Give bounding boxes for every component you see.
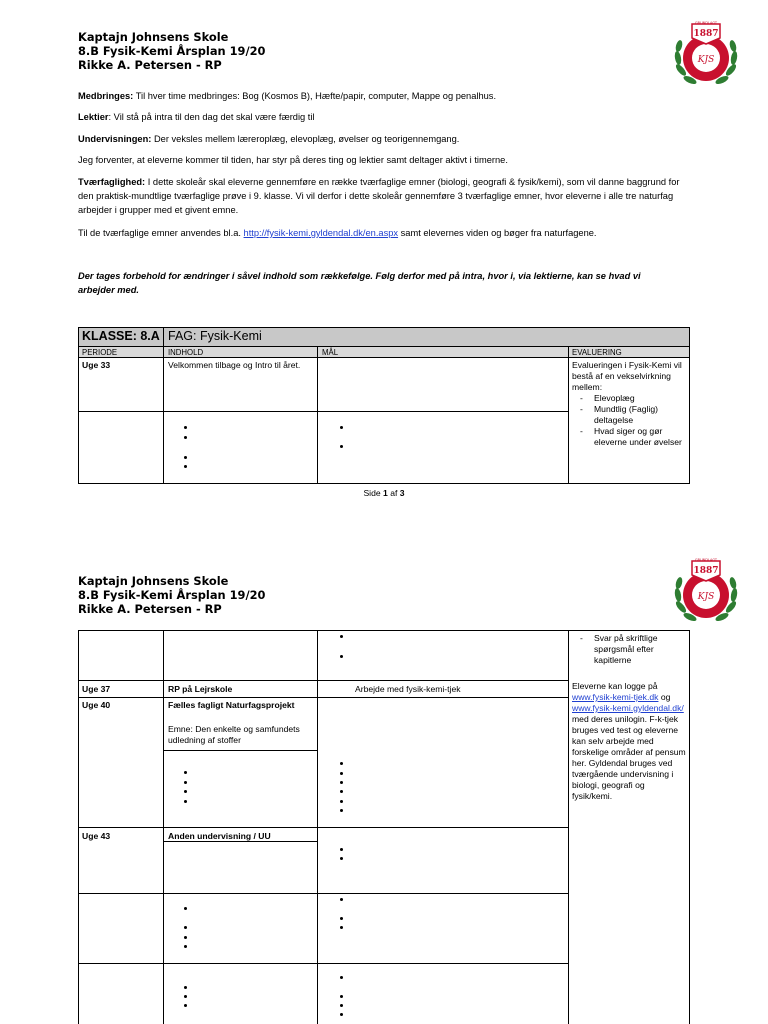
plan-title-p2: 8.B Fysik-Kemi Årsplan 19/20 bbox=[78, 588, 266, 602]
bullet bbox=[184, 995, 187, 998]
logo-year: 1887 bbox=[693, 566, 719, 576]
row-uge33-indhold: Velkommen tilbage og Intro til året. bbox=[168, 360, 301, 370]
bullet bbox=[340, 426, 343, 429]
logo-monogram: KJS bbox=[697, 55, 715, 65]
gyldendal-link-p2[interactable]: www.fysik-kemi.gyldendal.dk/ bbox=[572, 703, 684, 713]
bullet bbox=[340, 848, 343, 851]
forventer-paragraph: Jeg forventer, at eleverne kommer til tiden, har styr på deres ting og lektier samt deltager aktivt i timerne. bbox=[78, 155, 508, 165]
row-uge37-indhold: RP på Lejrskole bbox=[168, 684, 233, 694]
bullet bbox=[184, 771, 187, 774]
bullet bbox=[340, 1004, 343, 1007]
lektier-paragraph: Lektier: Vil stå på intra til den dag det skal være færdig til bbox=[78, 112, 315, 122]
row-uge40: Uge 40 bbox=[82, 700, 111, 710]
row-uge37: Uge 37 bbox=[82, 684, 111, 694]
table-klasse: KLASSE: 8.A bbox=[82, 329, 160, 343]
bullet bbox=[184, 945, 187, 948]
logo-monogram: KJS bbox=[697, 592, 715, 602]
header-periode: PERIODE bbox=[82, 348, 118, 357]
bullet bbox=[340, 655, 343, 658]
row-uge40-indhold: Fælles fagligt Naturfagsprojekt bbox=[168, 700, 295, 710]
medbringes-paragraph: Medbringes: Til hver time medbringes: Bog (Kosmos B), Hæfte/papir, computer, Mappe og penalhus. bbox=[78, 91, 497, 101]
row-uge33: Uge 33 bbox=[82, 360, 111, 370]
school-logo bbox=[670, 18, 742, 90]
bullet bbox=[340, 781, 343, 784]
header-maal: MÅL bbox=[322, 348, 339, 357]
bullet bbox=[340, 800, 343, 803]
bullet bbox=[340, 976, 343, 979]
bullet bbox=[184, 456, 187, 459]
bullet bbox=[184, 936, 187, 939]
gyldendal-link[interactable]: http://fysik-kemi.gyldendal.dk/en.aspx bbox=[243, 228, 399, 238]
school-name: Kaptajn Johnsens Skole bbox=[78, 30, 229, 44]
header-indhold: INDHOLD bbox=[168, 348, 204, 357]
row-uge43-indhold: Anden undervisning / UU bbox=[168, 831, 271, 841]
logo-founded-text: GRUNDLAGT bbox=[694, 558, 718, 562]
bullet bbox=[340, 445, 343, 448]
bullet bbox=[184, 1004, 187, 1007]
bullet bbox=[184, 907, 187, 910]
teacher-name: Rikke A. Petersen - RP bbox=[78, 58, 222, 72]
evaluering-item: - Mundtlig (Faglig) deltagelse bbox=[572, 404, 687, 426]
fysik-kemi-tjek-link[interactable]: www.fysik-kemi-tjek.dk bbox=[572, 692, 659, 702]
bullet bbox=[340, 1013, 343, 1016]
bullet bbox=[340, 926, 343, 929]
page-footer: Side 1 af 3 bbox=[363, 488, 405, 498]
bullet bbox=[340, 772, 343, 775]
bullet bbox=[340, 762, 343, 765]
bullet bbox=[340, 917, 343, 920]
tvaerfaglighed-paragraph: Tværfaglighed: I dette skoleår skal eleverne gennemføre en række tværfaglige emner (biologi, geografi & fysik/kemi), som vil danne baggrund for den praktisk-mundtlige tværfaglige prøve i 9. klasse. Vi vil derfor i dette skoleår gennemføre 3 tværfaglige emner, hvor eleverne i alle tre naturfag arbejder i grupper med et givent emne. bbox=[78, 177, 680, 215]
school-name-p2: Kaptajn Johnsens Skole bbox=[78, 574, 229, 588]
bullet bbox=[340, 995, 343, 998]
row-uge37-maal: Arbejde med fysik-kemi-tjek bbox=[355, 684, 461, 694]
logo-founded-text: GRUNDLAGT bbox=[694, 21, 718, 25]
bullet bbox=[340, 898, 343, 901]
row-uge40-emne: Emne: Den enkelte og samfundets udledning af stoffer bbox=[168, 724, 300, 745]
table-fag: FAG: Fysik-Kemi bbox=[168, 329, 262, 343]
bullet bbox=[184, 926, 187, 929]
header-evaluering: EVALUERING bbox=[572, 348, 622, 357]
bullet bbox=[184, 465, 187, 468]
row-uge43: Uge 43 bbox=[82, 831, 111, 841]
bullet bbox=[340, 790, 343, 793]
login-info-cell: Eleverne kan logge på www.fysik-kemi-tjek.dk og www.fysik-kemi.gyldendal.dk/ med deres unilogin. F-k-tjek bruges ved test og eleverne kan selv arbejde med forskelige områder af pensum her. Gyldendal bruges ved tværgående undervisning i biologi, geografi og fysik/kemi. bbox=[572, 681, 686, 801]
logo-year: 1887 bbox=[693, 29, 719, 39]
bullet bbox=[184, 800, 187, 803]
plan-title: 8.B Fysik-Kemi Årsplan 19/20 bbox=[78, 44, 266, 58]
bullet bbox=[340, 809, 343, 812]
link-paragraph: Til de tværfaglige emner anvendes bl.a. http://fysik-kemi.gyldendal.dk/en.aspx samt elevernes viden og bøger fra naturfagene. bbox=[78, 228, 597, 238]
teacher-name-p2: Rikke A. Petersen - RP bbox=[78, 602, 222, 616]
bullet bbox=[184, 436, 187, 439]
bullet bbox=[184, 986, 187, 989]
bullet bbox=[340, 635, 343, 638]
evaluering-continued: - Svar på skriftlige spørgsmål efter kapitlerne bbox=[572, 633, 687, 666]
bullet bbox=[184, 781, 187, 784]
forbehold-note: Der tages forbehold for ændringer i såvel indhold som rækkefølge. Følg derfor med på intra, hvor i, via lektierne, kan se hvad vi arbejder med. bbox=[78, 271, 641, 295]
bullet bbox=[184, 790, 187, 793]
bullet bbox=[184, 426, 187, 429]
evaluering-cell: Evalueringen i Fysik-Kemi vil bestå af en vekselvirkning mellem: - Elevoplæg - Mundtlig (Faglig) deltagelse - Hvad siger og gør eleverne under øvelser bbox=[572, 360, 687, 448]
undervisning-paragraph: Undervisningen: Der veksles mellem læreroplæg, elevoplæg, øvelser og teorigennemgang. bbox=[78, 134, 460, 144]
evaluering-item: - Hvad siger og gør eleverne under øvelser bbox=[572, 426, 687, 448]
school-logo-p2 bbox=[670, 555, 742, 627]
bullet bbox=[340, 857, 343, 860]
evaluering-item: - Elevoplæg bbox=[572, 393, 687, 404]
